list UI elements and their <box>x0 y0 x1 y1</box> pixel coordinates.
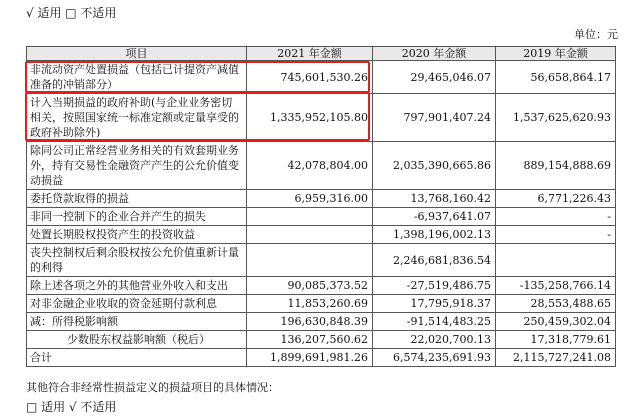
value-2021: 6,959,316.00 <box>247 190 373 208</box>
value-2021: 745,601,530.26 <box>247 61 373 94</box>
table-header-row <box>27 47 616 61</box>
value-2020: 29,465,046.07 <box>373 61 496 94</box>
value-2021: 11,853,260.69 <box>247 295 373 313</box>
table-row <box>27 313 616 331</box>
value-2019: 56,658,864.17 <box>496 61 616 94</box>
row-item: 除上述各项之外的其他营业外收入和支出 <box>27 277 247 295</box>
value-2021 <box>247 226 373 244</box>
value-2020: -6,937,641.07 <box>373 208 496 226</box>
applicability-option-top: √ 适用 □ 不适用 <box>26 6 117 20</box>
row-item: 减：所得税影响额 <box>27 313 247 331</box>
table-row <box>27 208 616 226</box>
value-2021: 1,335,952,105.80 <box>247 94 373 142</box>
table-row <box>27 61 616 94</box>
total-label: 合计 <box>27 349 247 367</box>
value-2019: - <box>496 226 616 244</box>
row-item: 计入当期损益的政府补助(与企业业务密切相关，按照国家统一标准定额或定量享受的政府补助除外) <box>27 94 247 142</box>
value-2020: 13,768,160.42 <box>373 190 496 208</box>
unit-label: 单位：元 <box>574 28 618 41</box>
value-2019: 1,537,625,620.93 <box>496 94 616 142</box>
value-2021: 196,630,848.39 <box>247 313 373 331</box>
applicability-option-bottom: □ 适用 √ 不适用 <box>26 400 117 414</box>
value-2020: 22,020,700.13 <box>373 331 496 349</box>
value-2020: 2,246,681,836.54 <box>373 244 496 277</box>
row-item: 丧失控制权后剩余股权按公允价值重新计量的利得 <box>27 244 247 277</box>
value-2020: 17,795,918.37 <box>373 295 496 313</box>
value-2019: -135,258,766.14 <box>496 277 616 295</box>
row-item: 对非金融企业收取的资金延期付款利息 <box>27 295 247 313</box>
table-row <box>27 94 616 142</box>
non-recurring-gains-table <box>26 46 616 367</box>
row-item: 委托贷款取得的损益 <box>27 190 247 208</box>
table-row <box>27 277 616 295</box>
row-item: 少数股东权益影响额（税后） <box>27 331 247 349</box>
value-2021: 90,085,373.52 <box>247 277 373 295</box>
table-row <box>27 331 616 349</box>
table-row <box>27 244 616 277</box>
total-2020: 6,574,235,691.93 <box>373 349 496 367</box>
row-item: 非流动资产处置损益（包括已计提资产减值准备的冲销部分） <box>27 61 247 94</box>
value-2020: -91,514,483.25 <box>373 313 496 331</box>
row-item: 处置长期股权投资产生的投资收益 <box>27 226 247 244</box>
table-row <box>27 142 616 190</box>
value-2019 <box>496 244 616 277</box>
value-2021 <box>247 244 373 277</box>
total-2021: 1,899,691,981.26 <box>247 349 373 367</box>
row-item: 除同公司正常经营业务相关的有效套期业务外，持有交易性金融资产产生的公允价值变动损益 <box>27 142 247 190</box>
value-2019: 28,553,488.65 <box>496 295 616 313</box>
value-2020: 1,398,196,002.13 <box>373 226 496 244</box>
value-2019: - <box>496 208 616 226</box>
table-total-row <box>27 349 616 367</box>
value-2020: 2,035,390,665.86 <box>373 142 496 190</box>
header-2021: 2021 年金额 <box>247 47 373 61</box>
value-2020: -27,519,486.75 <box>373 277 496 295</box>
header-2019: 2019 年金额 <box>496 47 616 61</box>
table-row <box>27 295 616 313</box>
value-2019: 889,154,888.69 <box>496 142 616 190</box>
value-2019: 6,771,226.43 <box>496 190 616 208</box>
header-2020: 2020 年金额 <box>373 47 496 61</box>
value-2021: 42,078,804.00 <box>247 142 373 190</box>
row-item: 非同一控制下的企业合并产生的损失 <box>27 208 247 226</box>
value-2020: 797,901,407.24 <box>373 94 496 142</box>
value-2019: 250,459,302.04 <box>496 313 616 331</box>
value-2021 <box>247 208 373 226</box>
table-row <box>27 190 616 208</box>
other-items-note: 其他符合非经常性损益定义的损益项目的具体情况： <box>26 381 279 394</box>
total-2019: 2,115,727,241.08 <box>496 349 616 367</box>
value-2021: 136,207,560.62 <box>247 331 373 349</box>
value-2019: 17,318,779.61 <box>496 331 616 349</box>
table-row <box>27 226 616 244</box>
header-item: 项目 <box>27 47 247 61</box>
